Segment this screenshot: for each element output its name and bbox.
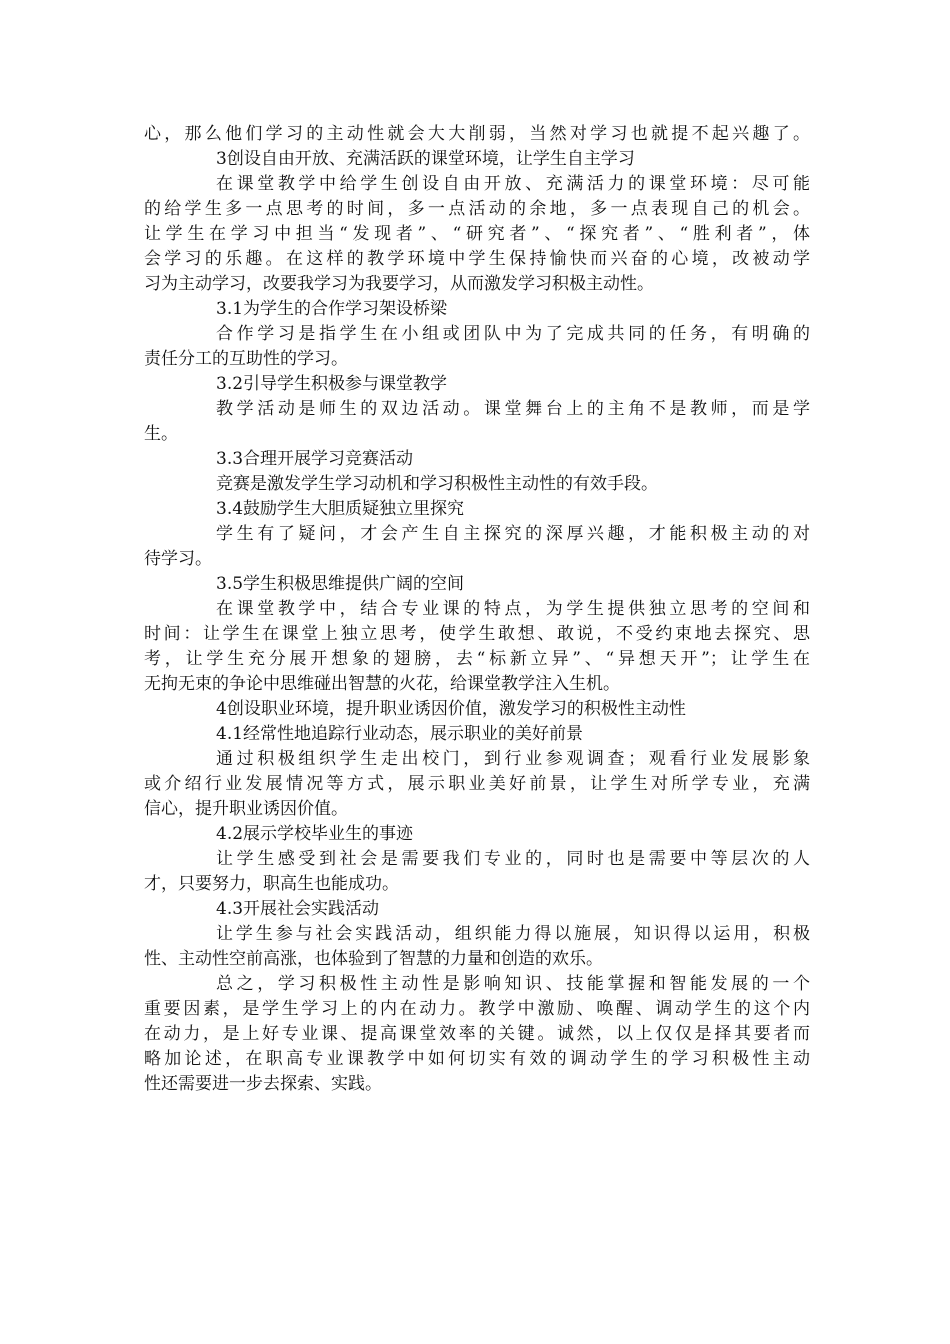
text-line: 会学习的乐趣。在这样的教学环境中学生保持愉快而兴奋的心境，改被动学 xyxy=(144,249,810,269)
paragraph-3 xyxy=(144,172,810,297)
paragraph-3-1 xyxy=(144,322,810,372)
paragraph-3-5 xyxy=(144,597,810,697)
text-line: 才，只要努力，职高生也能成功。 xyxy=(144,874,399,894)
text-line: 在课堂教学中给学生创设自由开放、充满活力的课堂环境：尽可能 xyxy=(216,174,810,194)
heading-line: 4.2展示学校毕业生的事迹 xyxy=(216,824,414,844)
section-heading-4-3 xyxy=(144,897,810,922)
text-line: 无拘无束的争论中思维碰出智慧的火花，给课堂教学注入生机。 xyxy=(144,674,620,694)
text-line: 竞赛是激发学生学习动机和学习积极性主动性的有效手段。 xyxy=(216,474,658,494)
text-line: 生。 xyxy=(144,424,178,444)
text-line: 性还需要进一步去探索、实践。 xyxy=(144,1074,382,1094)
paragraph-4-3 xyxy=(144,922,810,972)
text-line: 教学活动是师生的双边活动。课堂舞台上的主角不是教师，而是学 xyxy=(216,399,810,419)
section-heading-3-4 xyxy=(144,497,810,522)
document-page xyxy=(144,122,810,1097)
text-line: 时间：让学生在课堂上独立思考，使学生敢想、敢说，不受约束地去探究、思 xyxy=(144,624,810,644)
heading-line: 3创设自由开放、充满活跃的课堂环境，让学生自主学习 xyxy=(216,149,635,169)
text-line: 重要因素，是学生学习上的内在动力。教学中激励、唤醒、调动学生的这个内 xyxy=(144,999,810,1019)
text-line: 待学习。 xyxy=(144,549,212,569)
text-line: 让学生参与社会实践活动，组织能力得以施展，知识得以运用，积极 xyxy=(216,924,810,944)
paragraph-3-2 xyxy=(144,397,810,447)
text-line: 学生有了疑问，才会产生自主探究的深厚兴趣，才能积极主动的对 xyxy=(216,524,810,544)
text-line: 习为主动学习，改要我学习为我要学习，从而激发学习积极主动性。 xyxy=(144,274,654,294)
heading-line: 3.3合理开展学习竞赛活动 xyxy=(216,449,414,469)
text-line: 信心，提升职业诱因价值。 xyxy=(144,799,348,819)
text-line: 略加论述，在职高专业课教学中如何切实有效的调动学生的学习积极性主动 xyxy=(144,1049,810,1069)
paragraph-3-4 xyxy=(144,522,810,572)
text-line: 责任分工的互助性的学习。 xyxy=(144,349,348,369)
section-heading-4-2 xyxy=(144,822,810,847)
section-heading-3-5 xyxy=(144,572,810,597)
heading-line: 3.5学生积极思维提供广阔的空间 xyxy=(216,574,465,594)
heading-line: 4.3开展社会实践活动 xyxy=(216,899,380,919)
text-line: 通过积极组织学生走出校门，到行业参观调查；观看行业发展影象 xyxy=(216,749,810,769)
heading-line: 3.2引导学生积极参与课堂教学 xyxy=(216,374,448,394)
text-line: 在动力，是上好专业课、提高课堂效率的关键。诚然，以上仅仅是择其要者而 xyxy=(144,1024,810,1044)
paragraph-4-1 xyxy=(144,747,810,822)
text-line: 性、主动性空前高涨，也体验到了智慧的力量和创造的欢乐。 xyxy=(144,949,603,969)
section-heading-4 xyxy=(144,697,810,722)
text-line: 让学生在学习中担当“发现者”、“研究者”、“探究者”、“胜利者”，体 xyxy=(144,224,810,244)
section-heading-3-2 xyxy=(144,372,810,397)
heading-line: 4创设职业环境，提升职业诱因价值，激发学习的积极性主动性 xyxy=(216,699,686,719)
heading-line: 3.4鼓励学生大胆质疑独立里探究 xyxy=(216,499,465,519)
text-line: 或介绍行业发展情况等方式，展示职业美好前景，让学生对所学专业，充满 xyxy=(144,774,810,794)
section-heading-3-1 xyxy=(144,297,810,322)
paragraph-continuation xyxy=(144,122,810,147)
section-heading-3-3 xyxy=(144,447,810,472)
section-heading-4-1 xyxy=(144,722,810,747)
text-line: 考，让学生充分展开想象的翅膀，去“标新立异”、“异想天开”；让学生在 xyxy=(144,649,810,669)
text-line: 在课堂教学中，结合专业课的特点，为学生提供独立思考的空间和 xyxy=(216,599,810,619)
text-line: 总之，学习积极性主动性是影响知识、技能掌握和智能发展的一个 xyxy=(216,974,810,994)
paragraph-4-2 xyxy=(144,847,810,897)
section-heading-3 xyxy=(144,147,810,172)
text-line: 的给学生多一点思考的时间，多一点活动的余地，多一点表现自己的机会。 xyxy=(144,199,810,219)
paragraph-3-3 xyxy=(144,472,810,497)
text-line: 让学生感受到社会是需要我们专业的，同时也是需要中等层次的人 xyxy=(216,849,810,869)
text-line: 心，那么他们学习的主动性就会大大削弱，当然对学习也就提不起兴趣了。 xyxy=(144,124,810,144)
heading-line: 3.1为学生的合作学习架设桥梁 xyxy=(216,299,448,319)
text-line: 合作学习是指学生在小组或团队中为了完成共同的任务，有明确的 xyxy=(216,324,810,344)
heading-line: 4.1经常性地追踪行业动态，展示职业的美好前景 xyxy=(216,724,584,744)
paragraph-conclusion xyxy=(144,972,810,1097)
